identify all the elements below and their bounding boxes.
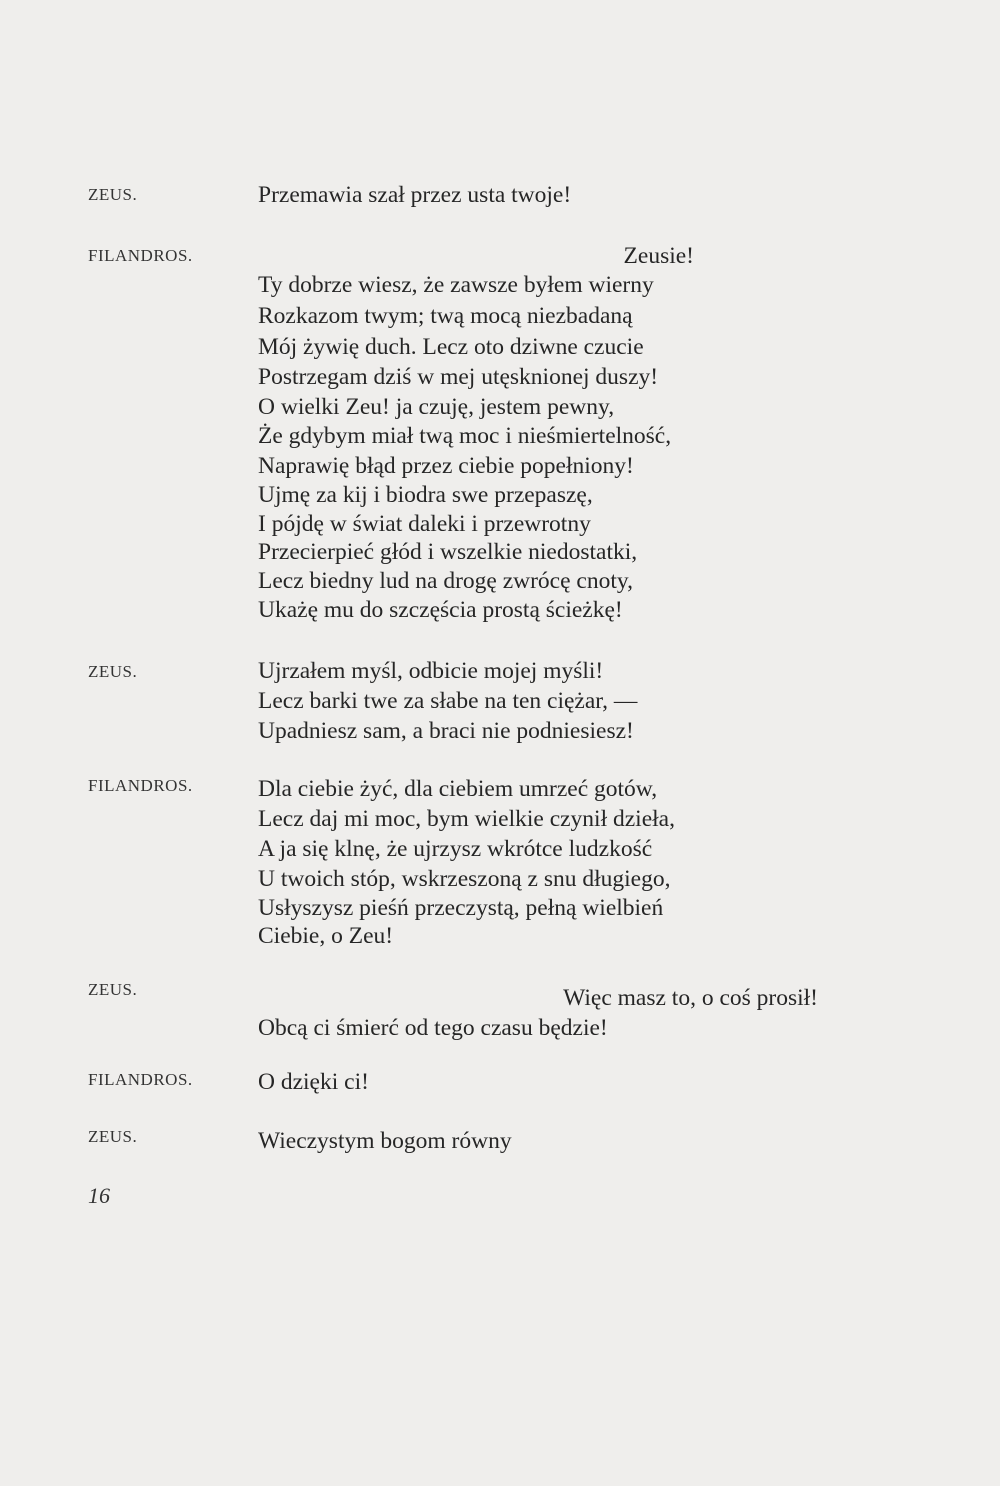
verse-line: Przecierpieć głód i wszelkie niedostatki, [258, 539, 638, 565]
verse-line: Lecz daj mi moc, bym wielkie czynił dzieła, [258, 806, 675, 832]
verse-line: I pójdę w świat daleki i przewrotny [258, 511, 591, 537]
speaker-name: ZEUS. [88, 185, 138, 204]
speaker-name: FILANDROS. [88, 246, 193, 265]
verse-line: Więc masz to, o coś prosił! [563, 985, 818, 1011]
verse-line: Lecz barki twe za słabe na ten ciężar, — [258, 688, 638, 714]
verse-line: Upadniesz sam, a braci nie podniesiesz! [258, 718, 634, 744]
verse-line: Przemawia szał przez usta twoje! [258, 182, 572, 208]
speaker-name: ZEUS. [88, 980, 138, 999]
verse-line: Zeusie! [623, 243, 694, 269]
verse-line: Usłyszysz pieśń przeczystą, pełną wielbień [258, 895, 664, 921]
page-number: 16 [88, 1183, 110, 1208]
verse-line: Lecz biedny lud na drogę zwrócę cnoty, [258, 568, 633, 594]
verse-line: O dzięki ci! [258, 1069, 369, 1095]
verse-line: U twoich stóp, wskrzeszoną z snu długiego, [258, 866, 671, 892]
speaker-name: ZEUS. [88, 1127, 138, 1146]
verse-line: O wielki Zeu! ja czuję, jestem pewny, [258, 394, 615, 420]
verse-line: Postrzegam dziś w mej utęsknionej duszy! [258, 364, 659, 390]
verse-line: Wieczystym bogom równy [258, 1128, 512, 1154]
verse-line: Dla ciebie żyć, dla ciebiem umrzeć gotów, [258, 776, 658, 802]
speaker-name: ZEUS. [88, 662, 138, 681]
speaker-name: FILANDROS. [88, 1070, 193, 1089]
verse-line: Ujmę za kij i biodra swe przepaszę, [258, 482, 593, 508]
verse-line: Obcą ci śmierć od tego czasu będzie! [258, 1015, 608, 1041]
verse-line: Ujrzałem myśl, odbicie mojej myśli! [258, 658, 604, 684]
verse-line: Ciebie, o Zeu! [258, 923, 394, 949]
verse-line: Że gdybym miał twą moc i nieśmiertelność, [258, 423, 672, 449]
speaker-name: FILANDROS. [88, 776, 193, 795]
verse-line: Rozkazom twym; twą mocą niezbadaną [258, 303, 633, 329]
verse-line: Ty dobrze wiesz, że zawsze byłem wierny [258, 272, 654, 298]
verse-line: Naprawię błąd przez ciebie popełniony! [258, 453, 634, 479]
verse-line: A ja się klnę, że ujrzysz wkrótce ludzkość [258, 836, 653, 862]
verse-line: Ukażę mu do szczęścia prostą ścieżkę! [258, 597, 623, 623]
verse-line: Mój żywię duch. Lecz oto dziwne czucie [258, 334, 644, 360]
